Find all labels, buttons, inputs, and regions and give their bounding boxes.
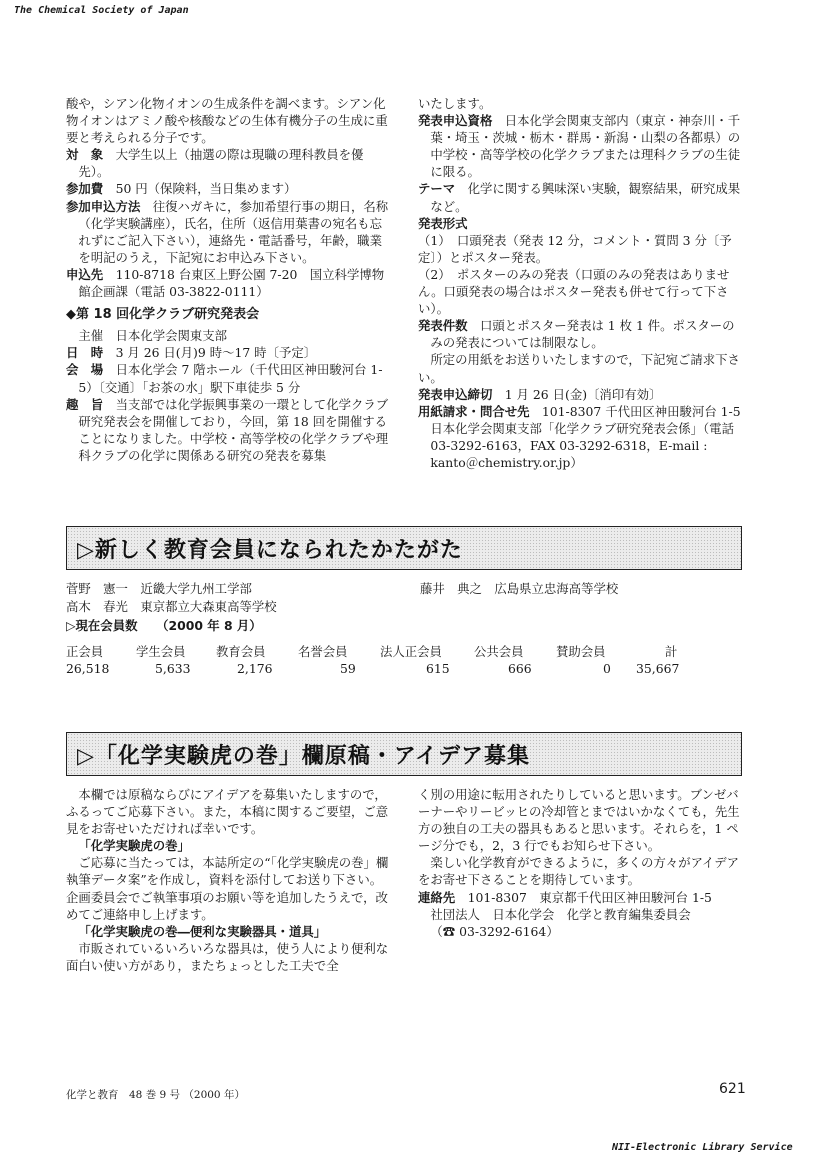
apply-label: 参加申込方法 — [66, 198, 141, 214]
stats-header-cell: 教育会員 — [216, 644, 266, 659]
submission-paragraph: ご応募に当たっては，本誌所定の“「化学実験虎の巻」欄執筆データ案”を作成し，資料を添付してお送り下さい。企画委員会でご執筆事項のお願い等を追加したうえで，改めてご連絡申し上げます。 — [66, 855, 389, 922]
apply-text: 往復ハガキに，参加希望行事の期日，名称（化学実験講座），氏名，住所（返信用葉書の宛名も忘れずにご記入下さい），連絡先・電話番号，年齢，職業を明記のうえ，下記宛にお申込み下さい。 — [78, 198, 389, 265]
qualification-text: 日本化学会関東支部内（東京・神奈川・千葉・埼玉・茨城・栃木・群馬・新潟・山梨の各都県）の中学校・高等学校の化学クラブまたは理科クラブの生徒に限る。 — [430, 113, 741, 180]
stats-header-cell: 賛助会員 — [556, 644, 606, 659]
member-org: 広島県立忠海高等学校 — [494, 581, 619, 596]
member-org: 東京都立大森東高等学校 — [140, 599, 277, 614]
stats-value-cell: 26,518 — [66, 661, 110, 676]
intro-paragraph: 酸や，シアン化物イオンの生成条件を調べます。シアン化物イオンはアミノ酸や核酸などの生体有機分子の生成に重要と考えられる分子です。 — [66, 96, 388, 146]
theme-item — [418, 180, 744, 214]
deadline-label: 発表申込締切 — [418, 386, 493, 402]
contact-label: 連絡先 — [418, 889, 456, 905]
target-item — [66, 146, 392, 180]
subheading-tiger-scroll: 「化学実験虎の巻」 — [78, 838, 190, 854]
deadline-text: 1 月 26 日(金)〔消印有効〕 — [504, 386, 662, 402]
member-entry — [66, 580, 252, 598]
contact-item — [418, 403, 754, 471]
stats-value-cell: 2,176 — [237, 661, 273, 676]
upper-right-column — [418, 95, 754, 471]
venue-item — [66, 361, 392, 395]
stats-value-cell: 59 — [340, 661, 356, 676]
purpose-item — [66, 396, 392, 464]
dest-text: 110-8718 台東区上野公園 7-20 国立科学博物館企画課（電話 03-3822-0111） — [78, 266, 385, 300]
stats-date: （2000 年 8 月） — [162, 618, 262, 633]
stats-title: ▷現在会員数 — [66, 618, 138, 633]
page-number: 621 — [719, 1081, 746, 1097]
member-name: 藤井 典之 — [420, 581, 482, 596]
member-name: 高木 春光 — [66, 599, 128, 614]
purpose-text: 当支部では化学振興事業の一環として化学クラブ研究発表会を開催しており，今回，第 18 回を開催することになりました。中学校・高等学校の化学クラブや理科クラブの化学に関係ある研究の発表を募集 — [78, 396, 389, 463]
stats-value-cell: 0 — [603, 661, 611, 676]
target-label: 対 象 — [66, 147, 104, 163]
date-item — [66, 344, 392, 361]
qualification-item — [418, 112, 744, 180]
new-members-banner — [66, 526, 742, 570]
stats-header-cell: 名誉会員 — [298, 644, 348, 659]
deadline-item — [418, 386, 744, 403]
stats-value-cell: 615 — [426, 661, 450, 676]
venue-label: 会 場 — [66, 362, 104, 378]
journal-footer: 化学と教育 48 巻 9 号 （2000 年） — [66, 1089, 245, 1101]
form-text: 所定の用紙をお送りいたしますので，下記宛ご請求下さい。 — [418, 352, 740, 385]
purpose-label: 趣 旨 — [66, 396, 104, 412]
format-item-2: （2） ポスターのみの発表（口頭のみの発表はありません。口頭発表の場合はポスター発表も併せて行って下さい）。 — [418, 266, 730, 317]
date-text: 3 月 26 日(月)9 時～17 時〔予定〕 — [115, 345, 317, 361]
tools-paragraph: 市販されているいろいろな器具は，使う人により便利な面白い使い方があり，またちょっとした工夫で全 — [66, 940, 389, 973]
lower-left-column — [66, 786, 394, 974]
section-title: ◆第 18 回化学クラブ研究発表会 — [66, 307, 260, 323]
count-text: 口頭とポスター発表は 1 枚 1 件。ポスターのみの発表については制限なし。 — [430, 318, 735, 351]
contact-item — [418, 889, 746, 906]
apply-item — [66, 198, 392, 266]
stats-value-cell: 666 — [508, 661, 532, 676]
theme-label: テーマ — [418, 181, 456, 197]
target-text: 大学生以上（抽選の際は現職の理科教員を優先）。 — [78, 147, 364, 180]
member-entry — [420, 580, 618, 598]
format-item-1: （1） 口頭発表（発表 12 分，コメント・質問 3 分〔予定〕）とポスター発表。 — [418, 232, 732, 265]
stats-header-cell: 計 — [665, 644, 678, 659]
venue-text: 日本化学会 7 階ホール（千代田区神田駿河台 1-5）〔交通〕「お茶の水」駅下車徒歩 5 分 — [78, 362, 383, 395]
contact-text: 101-8307 千代田区神田駿河台 1-5 日本化学会関東支部「化学クラブ研究発表会係」（電話 03-3292-6163，FAX 03-3292-6318，E-mail : kanto＠chemistry.or.jp） — [430, 403, 754, 470]
member-org: 近畿大学九州工学部 — [140, 581, 252, 596]
stats-header-cell: 公共会員 — [474, 644, 524, 659]
dest-item — [66, 266, 392, 300]
member-entry — [66, 598, 277, 616]
stats-header-cell: 正会員 — [66, 644, 104, 659]
fee-text: 50 円（保険料，当日集めます） — [115, 181, 297, 197]
nii-service-footer: NII-Electronic Library Service — [612, 1142, 793, 1153]
subheading-tools: 「化学実験虎の巻―便利な実験器具・道具」 — [78, 923, 327, 939]
contact-address: 101-8307 東京都千代田区神田駿河台 1-5 — [467, 889, 712, 905]
date-label: 日 時 — [66, 345, 104, 361]
contact-phone: （☎ 03-3292-6164） — [430, 923, 559, 939]
tools-paragraph-continued: く別の用途に転用されたりしていると思います。ブンゼバーナーやリービッヒの冷却管とまではいかなくても，先生方の独自の工夫の器具もあると思います。それらを，1 ページ分でも，2，3 行でもお知らせ下さい。 — [418, 787, 740, 854]
theme-text: 化学に関する興味深い実験，観察結果，研究成果など。 — [430, 181, 741, 214]
stats-header-cell: 学生会員 — [136, 644, 186, 659]
closing-paragraph: 楽しい化学教育ができるように，多くの方々がアイデアをお寄せ下さることを期待しています。 — [418, 855, 740, 888]
lower-right-column — [418, 786, 746, 940]
member-name: 菅野 憲一 — [66, 581, 128, 596]
fee-item — [66, 180, 392, 197]
contact-organization: 社団法人 日本化学会 化学と教育編集委員会 — [430, 906, 691, 922]
contact-label: 用紙請求・問合せ先 — [418, 403, 530, 419]
continuation-text: いたします。 — [418, 96, 492, 111]
publisher-header: The Chemical Society of Japan — [14, 5, 189, 16]
tiger-scroll-title: ▷「化学実験虎の巻」欄原稿・アイデア募集 — [77, 744, 530, 769]
stats-value-cell: 35,667 — [636, 661, 680, 676]
format-label: 発表形式 — [418, 215, 468, 231]
dest-label: 申込先 — [66, 266, 104, 282]
stats-value-cell: 5,633 — [155, 661, 191, 676]
host-line: 主催 日本化学会関東支部 — [78, 328, 228, 344]
stats-heading — [66, 617, 262, 635]
new-members-title: ▷新しく教育会員になられたかたがた — [77, 538, 463, 563]
stats-header-cell: 法人正会員 — [380, 644, 442, 659]
count-label: 発表件数 — [418, 318, 468, 334]
tiger-scroll-banner — [66, 732, 742, 776]
fee-label: 参加費 — [66, 181, 104, 197]
call-paragraph: 本欄では原稿ならびにアイデアを募集いたしますので，ふるってご応募下さい。また，本稿に関するご要望，ご意見をお寄せいただければ幸いです。 — [66, 787, 389, 837]
count-item — [418, 317, 744, 351]
qualification-label: 発表申込資格 — [418, 113, 493, 129]
upper-left-column — [66, 95, 392, 464]
